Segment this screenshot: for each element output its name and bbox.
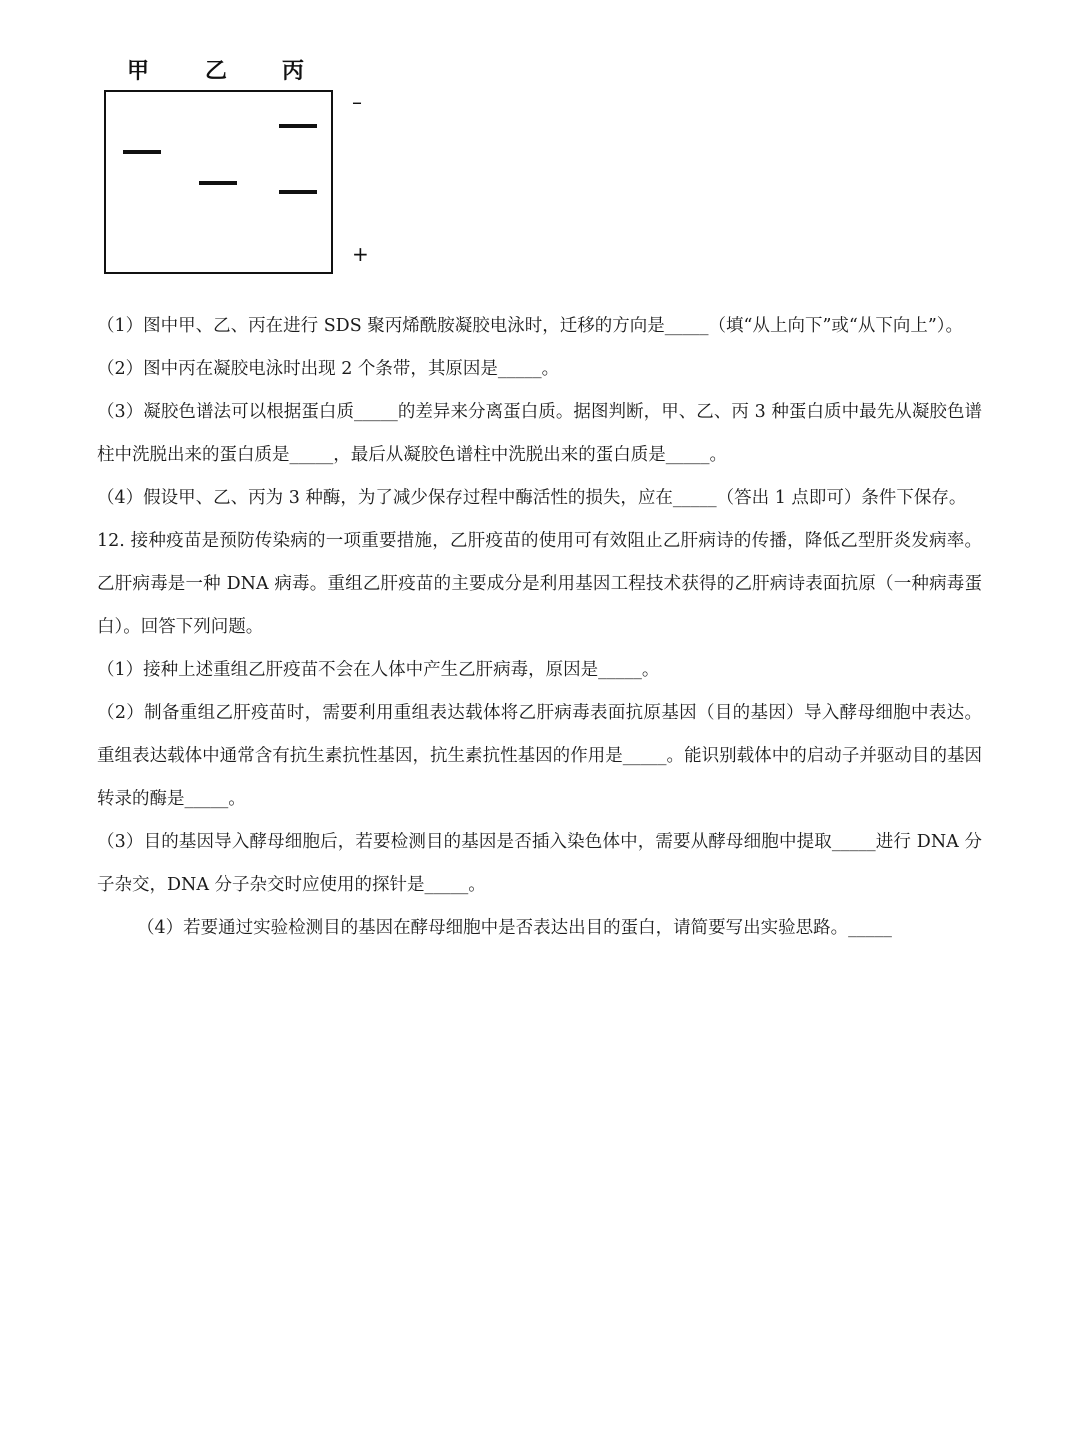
lane-label-jia: 甲 — [127, 59, 150, 84]
question-12-part-3: （3）目的基因导入酵母细胞后，若要检测目的基因是否插入染色体中，需要从酵母细胞中提取_____进行 DNA 分子杂交，DNA 分子杂交时应使用的探针是_____。 — [97, 832, 982, 895]
band-bing-upper — [279, 124, 317, 128]
question-text-body — [97, 305, 982, 950]
positive-pole-label: + — [352, 242, 369, 266]
question-12-stem: 12. 接种疫苗是预防传染病的一项重要措施，乙肝疫苗的使用可有效阻止乙肝病诗的传播，降低乙型肝炎发病率。乙肝病毒是一种 DNA 病毒。重组乙肝疫苗的主要成分是利用基因工程技术获得的乙肝病诗表面抗原（一种病毒蛋白）。回答下列问题。 — [97, 531, 982, 637]
question-11-part-4: （4）假设甲、乙、丙为 3 种酶，为了减少保存过程中酶活性的损失，应在_____（答出 1 点即可）条件下保存。 — [97, 488, 967, 508]
gel-frame — [104, 90, 333, 274]
question-12-part-2: （2）制备重组乙肝疫苗时，需要利用重组表达载体将乙肝病毒表面抗原基因（目的基因）导入酵母细胞中表达。重组表达载体中通常含有抗生素抗性基因，抗生素抗性基因的作用是_____。能识别载体中的启动子并驱动目的基因转录的酶是_____。 — [97, 703, 982, 809]
band-yi — [199, 181, 237, 185]
negative-pole-label: – — [352, 90, 362, 114]
band-bing-lower — [279, 190, 317, 194]
lane-label-yi: 乙 — [205, 59, 228, 84]
question-11-part-2: （2）图中丙在凝胶电泳时出现 2 个条带，其原因是_____。 — [97, 359, 560, 379]
gel-electrophoresis-figure — [96, 52, 386, 287]
question-11-part-3: （3）凝胶色谱法可以根据蛋白质_____的差异来分离蛋白质。据图判断，甲、乙、丙 3 种蛋白质中最先从凝胶色谱柱中洗脱出来的蛋白质是_____，最后从凝胶色谱柱中洗脱出来的蛋白质是_____。 — [97, 402, 982, 465]
question-12-part-1: （1）接种上述重组乙肝疫苗不会在人体中产生乙肝病毒，原因是_____。 — [97, 660, 660, 680]
band-jia — [123, 150, 161, 154]
lane-label-bing: 丙 — [282, 59, 305, 84]
question-12-part-4: （4）若要通过实验检测目的基因在酵母细胞中是否表达出目的蛋白，请简要写出实验思路。_____ — [137, 918, 892, 938]
question-11-part-1: （1）图中甲、乙、丙在进行 SDS 聚丙烯酰胺凝胶电泳时，迁移的方向是_____（填“从上向下”或“从下向上”）。 — [97, 316, 964, 336]
